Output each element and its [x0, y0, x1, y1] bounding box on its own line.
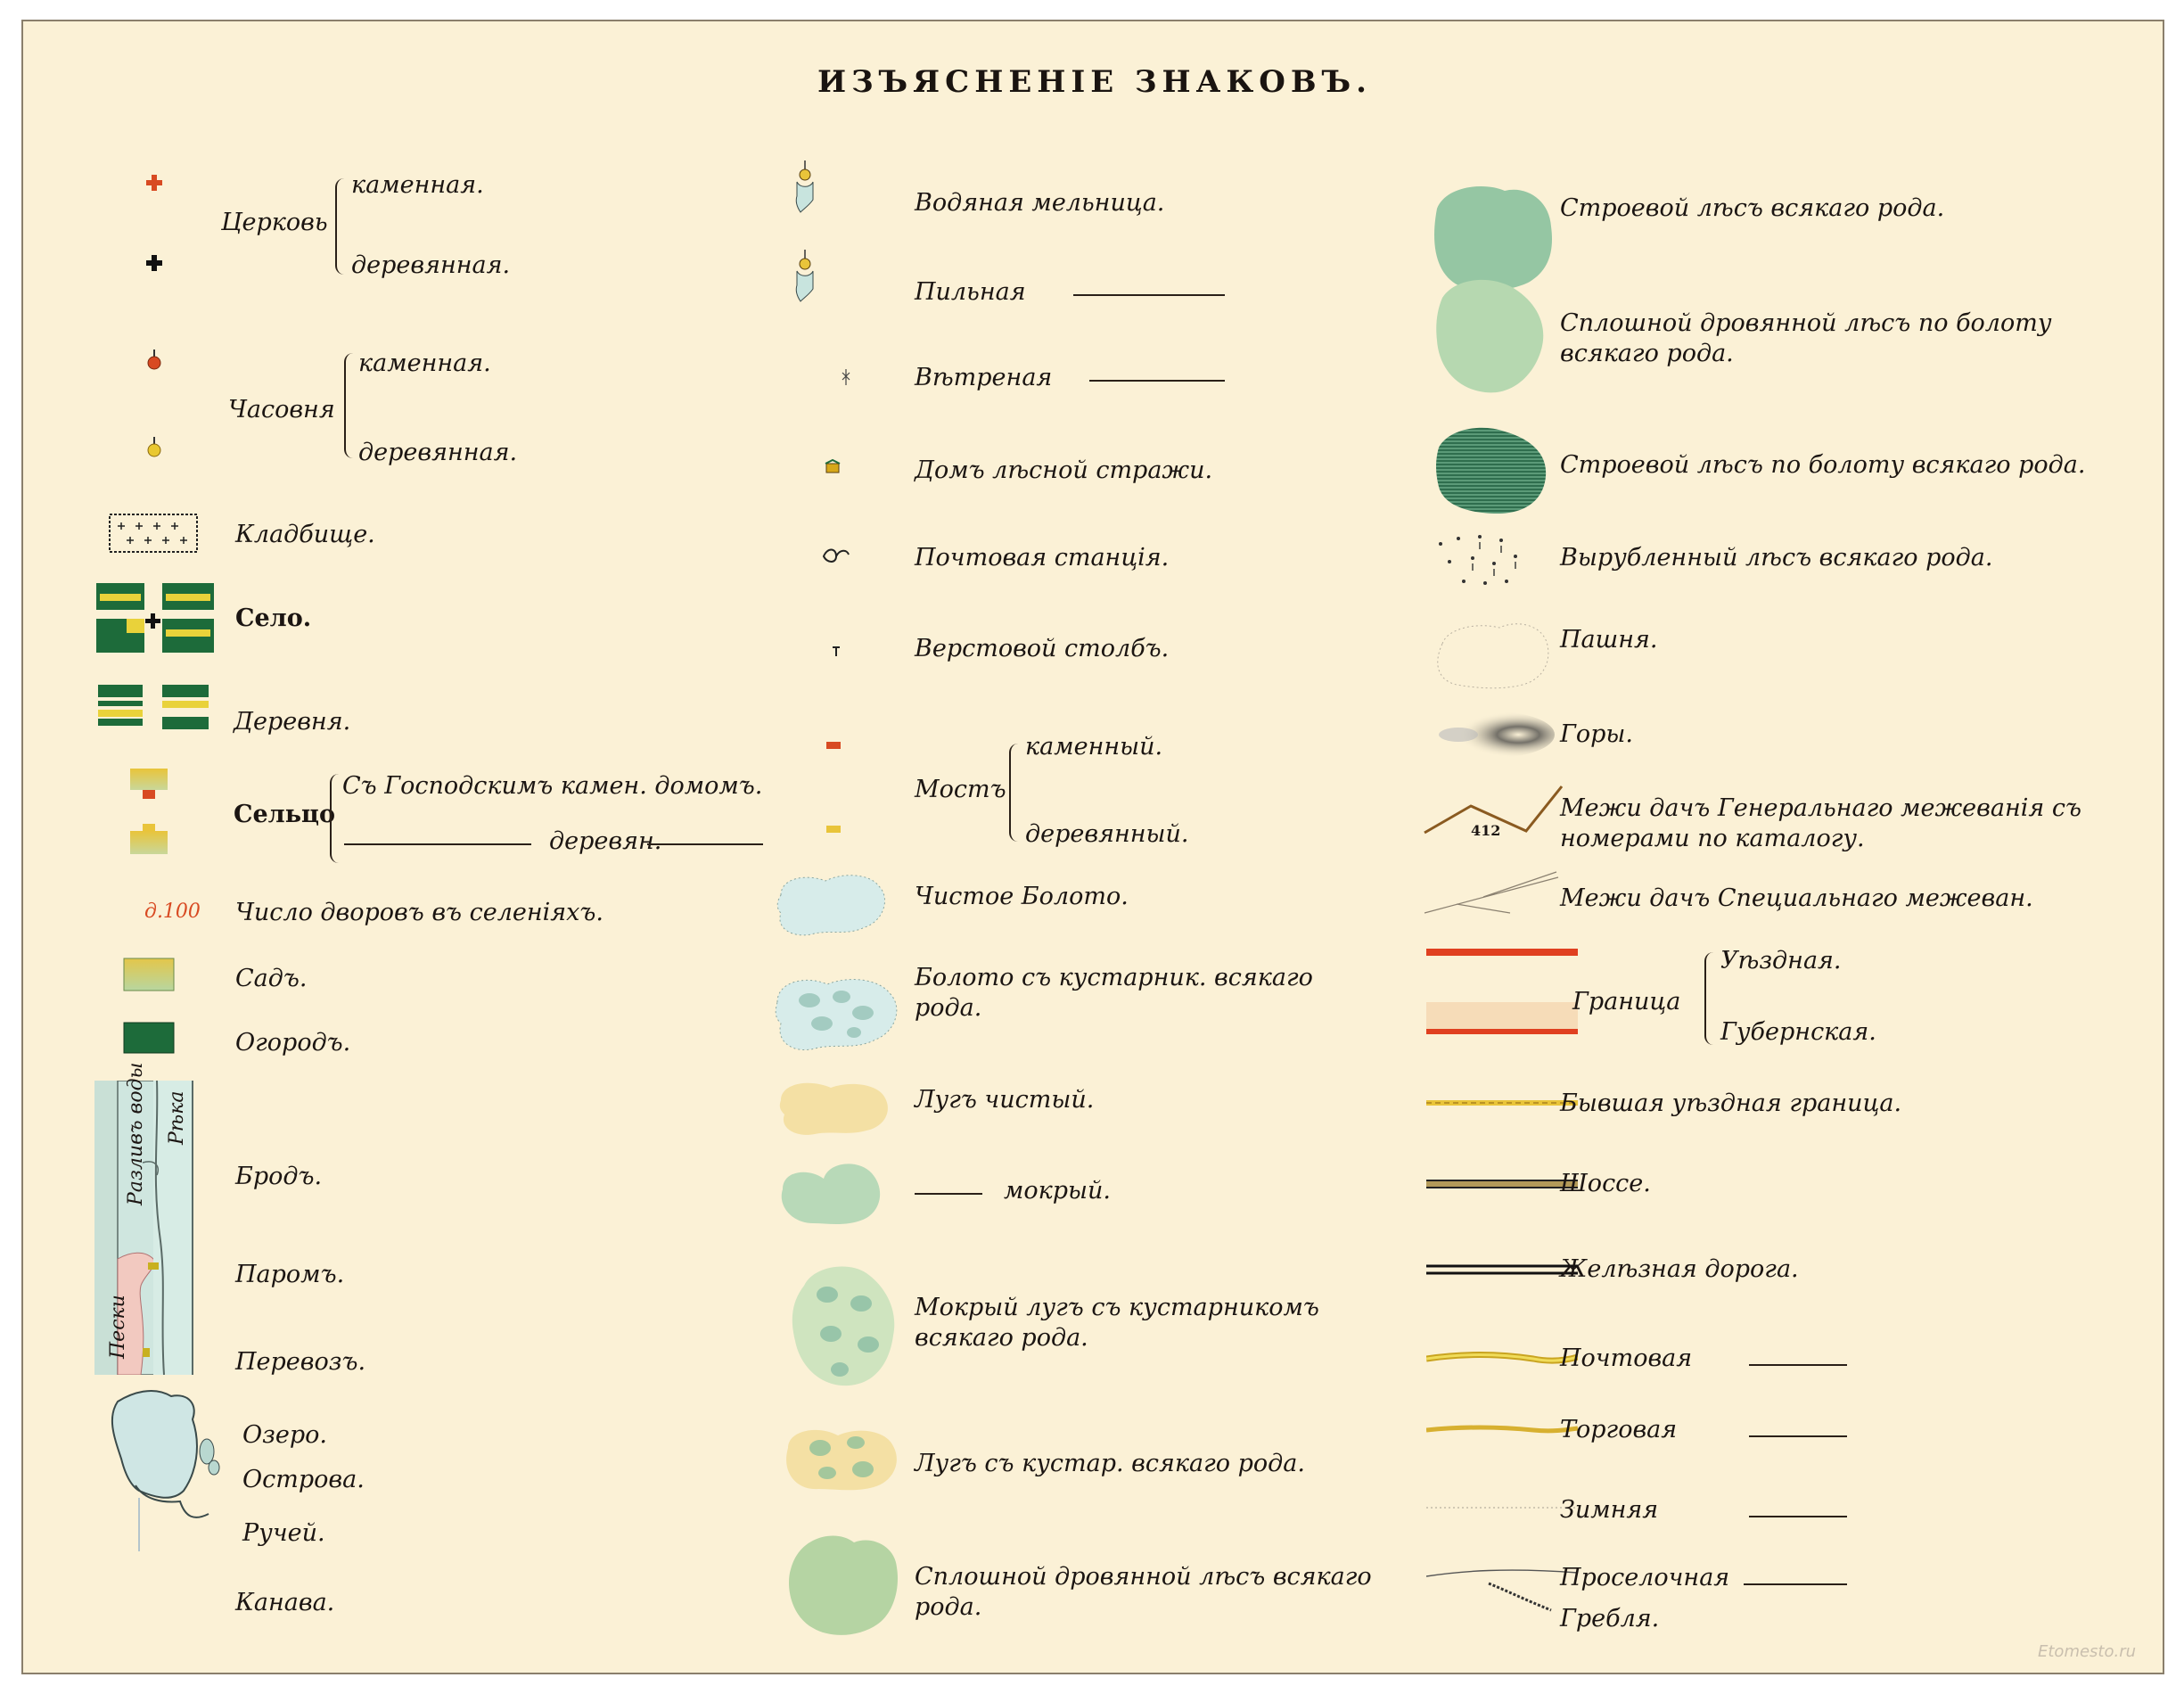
meadow-wet-swatch [774, 1154, 890, 1229]
water-mill-icon [792, 160, 818, 214]
post-station-icon [820, 546, 852, 565]
firewood-forest-swatch [779, 1528, 904, 1644]
general-survey-label: Межи дачъ Генеральнаго межеванія съ номерами по каталогу. [1560, 794, 2081, 852]
stream-label: Ручей. [242, 1519, 325, 1547]
chapel-wood-icon [146, 437, 162, 458]
transport-label: Перевозъ. [235, 1348, 366, 1376]
selco-wood-icon [128, 824, 169, 859]
meadow-shrubs-swatch [777, 1416, 902, 1496]
cut-forest-label: Вырубленный лѣсъ всякаго рода. [1560, 544, 1993, 572]
clean-bog-label: Чистое Болото. [915, 883, 1129, 910]
timber-bog-swatch [1426, 421, 1551, 519]
sands-label: Пески [107, 1295, 129, 1359]
special-survey-line [1421, 867, 1564, 920]
country-road-rule [1744, 1583, 1847, 1585]
river-label: Рѣка [166, 1090, 188, 1145]
border-brace [1704, 952, 1717, 1045]
post-road-label: Почтовая [1560, 1345, 1693, 1372]
trade-road-line [1426, 1421, 1578, 1435]
bridge-brace [1009, 744, 1022, 842]
legend-sheet [21, 20, 2164, 1674]
timber-forest-swatch [1423, 182, 1556, 405]
general-survey-number: 412 [1471, 822, 1501, 839]
chapel-stone-label: каменная. [358, 349, 491, 377]
border-label: Граница [1572, 988, 1681, 1016]
firewood-forest-label: Сплошной дровянной лѣсъ всякаго рода. [915, 1563, 1372, 1621]
verst-post-icon [831, 644, 842, 658]
watermark: Etomesto.ru [2038, 1642, 2137, 1661]
water-mill-label: Водяная мельница. [915, 189, 1165, 217]
post-road-line [1426, 1348, 1578, 1366]
wind-mill-icon [840, 367, 852, 387]
causeway-label: Гребля. [1560, 1605, 1660, 1632]
village-icon [94, 581, 219, 654]
church-wood-icon [144, 253, 164, 273]
firewood-bog-label: Сплошной дровянной лѣсъ по болоту всякаго рода. [1560, 309, 2052, 367]
chapel-wood-label: деревянная. [358, 439, 518, 466]
railway-label: Желѣзная дорога. [1560, 1255, 1799, 1283]
wind-mill-rule [1089, 380, 1225, 382]
border-gubern-label: Губернская. [1720, 1018, 1876, 1046]
saw-mill-icon [792, 250, 818, 303]
country-road-line [1426, 1564, 1578, 1617]
former-border-line [1426, 1098, 1578, 1107]
winter-road-label: Зимняя [1560, 1496, 1659, 1524]
church-wood-label: деревянная. [351, 251, 511, 279]
cemetery-icon [109, 514, 198, 553]
chapel-stone-icon [146, 349, 162, 371]
arable-label: Пашня. [1560, 626, 1658, 654]
selco-tail-rule [647, 843, 763, 845]
selco-wood-label: деревян. [549, 827, 662, 855]
lake-label: Озеро. [242, 1421, 327, 1449]
timber-bog-label: Строевой лѣсъ по болоту всякаго рода. [1560, 451, 2086, 479]
arable-swatch [1430, 613, 1555, 694]
general-survey-line [1421, 781, 1564, 852]
mountains-label: Горы. [1560, 720, 1633, 748]
bridge-wood-icon [825, 824, 842, 835]
post-road-rule [1749, 1364, 1847, 1366]
wind-mill-label: Вѣтреная [915, 364, 1053, 391]
hamlet-label: Деревня. [234, 708, 351, 736]
trade-road-rule [1749, 1435, 1847, 1437]
church-stone-icon [144, 173, 164, 193]
saw-mill-rule [1073, 294, 1225, 296]
hamlet-icon [96, 681, 212, 733]
garden-swatch [123, 958, 175, 991]
bog-shrubs-swatch [770, 966, 904, 1052]
bridge-stone-label: каменный. [1025, 733, 1163, 761]
ferry-label: Паромъ. [235, 1261, 345, 1288]
church-brace [335, 178, 348, 275]
former-border-label: Бывшая уѣздная граница. [1560, 1090, 1902, 1117]
village-label: Село. [235, 604, 312, 632]
bog-shrubs-label: Болото съ кустарник. всякаго рода. [915, 964, 1313, 1022]
selco-brace [330, 774, 342, 863]
saw-mill-label: Пильная [915, 278, 1026, 306]
households-label: Число дворовъ въ селеніяхъ. [235, 899, 603, 926]
mountains-swatch [1432, 708, 1556, 761]
islands-label: Острова. [242, 1466, 365, 1493]
highway-label: Шоссе. [1560, 1170, 1651, 1197]
post-station-label: Почтовая станція. [915, 544, 1170, 572]
clean-bog-swatch [772, 868, 897, 940]
legend-title: ИЗЪЯСНЕНІЕ ЗНАКОВЪ. [817, 64, 1372, 100]
wet-meadow-shrubs-swatch [786, 1259, 902, 1393]
lake-vignette [109, 1380, 234, 1558]
ditch-label: Канава. [235, 1589, 335, 1616]
forest-guard-label: Домъ лѣсной стражи. [915, 456, 1213, 484]
meadow-shrubs-label: Лугъ съ кустар. всякаго рода. [915, 1450, 1305, 1477]
gubern-border-swatch [1426, 1002, 1578, 1038]
meadow-wet-ditto-rule [915, 1193, 982, 1195]
chapel-label: Часовня [228, 396, 335, 424]
bridge-label: Мостъ [915, 776, 1006, 803]
forest-guard-icon [824, 458, 842, 476]
selco-ditto-rule [344, 843, 531, 845]
winter-road-rule [1749, 1516, 1847, 1517]
river-flow-label: Разливъ воды [125, 1062, 147, 1205]
special-survey-label: Межи дачъ Специальнаго межеван. [1560, 884, 2033, 912]
wet-meadow-shrubs-label: Мокрый лугъ съ кустарникомъ всякаго рода. [915, 1294, 1319, 1352]
selco-stone-icon [128, 767, 169, 802]
garden-label: Садъ. [235, 965, 308, 992]
trade-road-label: Торговая [1560, 1416, 1678, 1443]
railway-line [1426, 1264, 1578, 1275]
meadow-clean-label: Лугъ чистый. [915, 1086, 1095, 1114]
church-label: Церковь [221, 209, 328, 236]
chapel-brace [344, 353, 357, 458]
bridge-wood-label: деревянный. [1025, 820, 1189, 848]
verst-post-label: Верстовой столбъ. [915, 635, 1170, 662]
households-sample: д.100 [144, 900, 201, 923]
cut-forest-swatch [1432, 531, 1539, 594]
kitchen-garden-swatch [123, 1022, 175, 1054]
selco-label: Сельцо [234, 801, 335, 828]
timber-forest-label: Строевой лѣсъ всякаго рода. [1560, 194, 1945, 222]
church-stone-label: каменная. [351, 171, 484, 199]
border-uezd-label: Уѣздная. [1720, 947, 1842, 974]
cemetery-label: Кладбище. [235, 521, 375, 548]
winter-road-line [1426, 1503, 1578, 1512]
highway-line [1426, 1179, 1578, 1189]
bridge-stone-icon [825, 740, 842, 751]
meadow-clean-swatch [772, 1073, 897, 1136]
uezd-border-swatch [1426, 947, 1578, 958]
meadow-wet-label: мокрый. [1004, 1177, 1112, 1205]
country-road-label: Проселочная [1560, 1564, 1730, 1591]
selco-stone-label: Съ Господскимъ камен. домомъ. [342, 772, 763, 800]
ford-label: Бродъ. [235, 1163, 323, 1190]
kitchen-garden-label: Огородъ. [235, 1029, 351, 1057]
